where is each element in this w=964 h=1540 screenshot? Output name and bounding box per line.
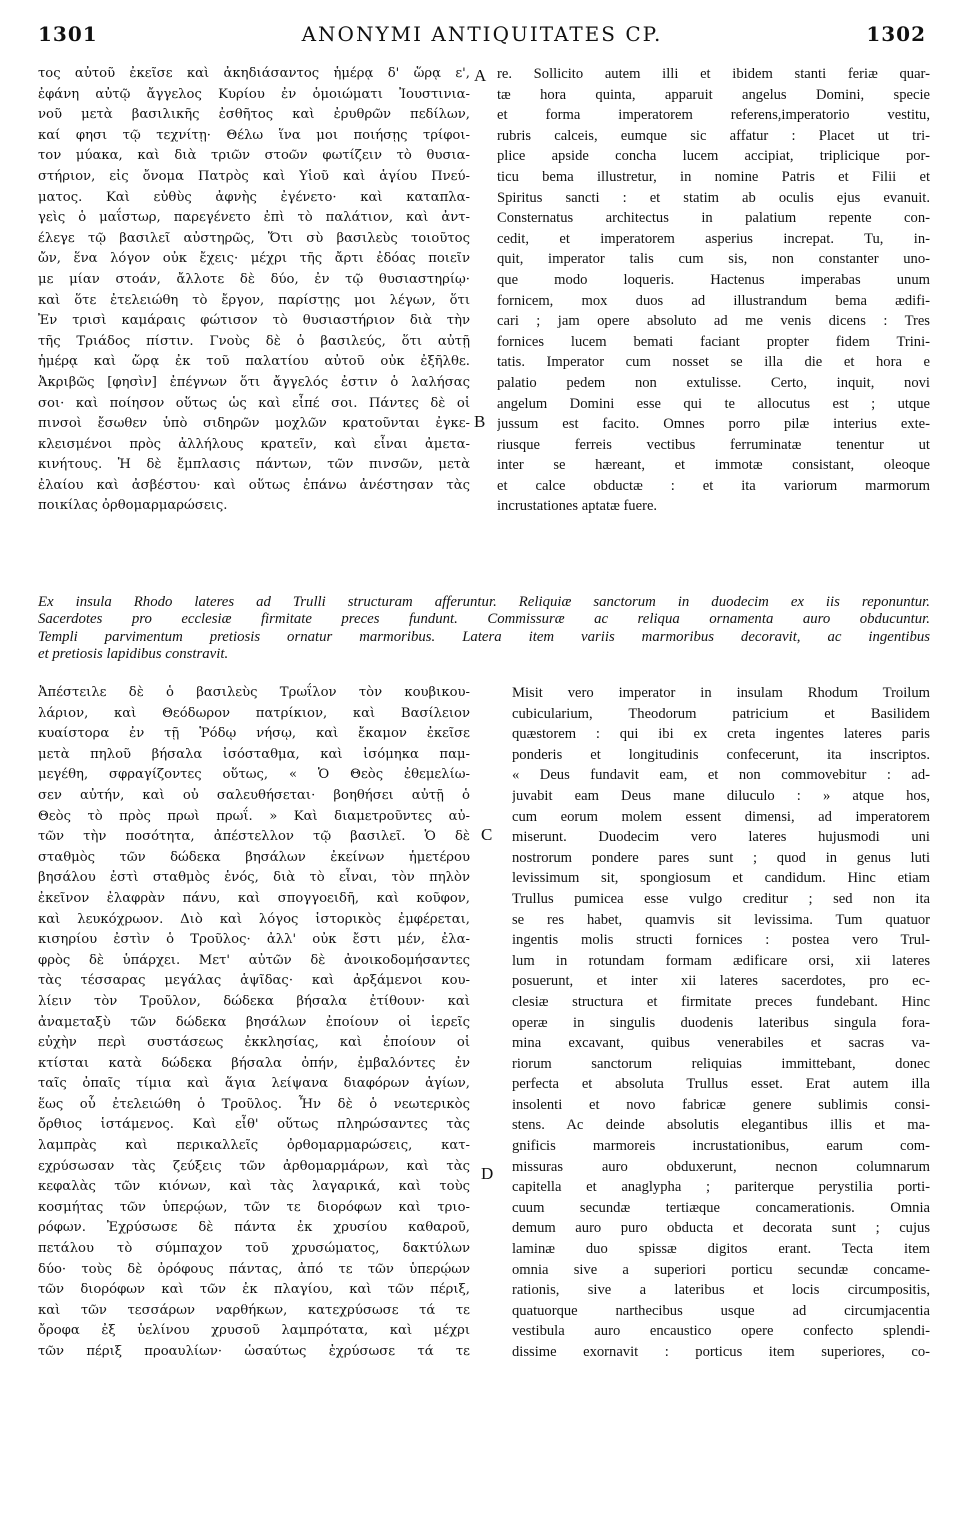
text-line: ἐλαίου καὶ ἀσβέστου· καὶ οὕτως ἐπάνω ἀνέστησαν τὰς — [38, 477, 470, 493]
text-line: τὰς τέσσαρας μεγάλας ἁψῖδας· καὶ ἀρξάμενοι κου- — [38, 973, 470, 989]
text-line: Ex insula Rhodo lateres ad Trulli structuram afferuntur. Reliquiæ sanctorum in duodecim ex iis reponuntur. — [38, 594, 930, 610]
text-line: capitella et anaglypha ; pariterque perystilia porti- — [512, 1179, 930, 1196]
text-line: stens. Ac deinde absolutis elegantibus illis et ma- — [512, 1117, 930, 1134]
page-number-left: 1301 — [38, 22, 98, 46]
text-line: μετὰ πηλοῦ βήσαλα ἰσόσταθμα, καὶ ἰσόμηκα παμ- — [38, 746, 470, 762]
page-number-right: 1302 — [866, 22, 926, 46]
text-line: cedit, et imperatorem asperius increpat. Tu, in- — [497, 230, 930, 247]
text-line: κλεισμένοι πρὸς ἀλλήλους κρατεῖν, καὶ εἶναι ἀμετα- — [38, 436, 470, 452]
text-line: κτίσται κατὰ δώδεκα βήσαλα ὀπήν, ἐμβαλόντες ἐν — [38, 1055, 470, 1071]
text-line: ἡμέρᾳ καὶ ὥρᾳ ἐκ τοῦ παλατίου αὐτοῦ οὐκ ἐξῆλθε. — [38, 354, 470, 370]
text-line: que modo loqueris. Hactenus imperabas unum — [497, 271, 930, 288]
text-line: levissimum sit, spongiosum et candidum. Hinc etiam — [512, 870, 930, 887]
text-line: rationis, sive a lateribus et locis circumpositis, — [512, 1282, 930, 1299]
text-line: εὐχὴν περὶ συστάσεως ἐκκλησίας, καὶ ἐποίουν οἱ — [38, 1035, 470, 1051]
greek-column-top — [38, 64, 470, 517]
text-line: κισηρίου ἐστὶν ὁ Τροῦλος· ἀλλ' οὐκ ἔστι μέν, ἐλα- — [38, 932, 470, 948]
text-line: perfecta et absoluta Trullus esset. Erat autem illa — [512, 1076, 930, 1093]
text-line: εχρύσωσαν τὰς ζεύξεις τῶν ἀρθομαρμάρων, καὶ τὰς — [38, 1158, 470, 1174]
text-line: cuum secundæ tertiæque concamerationis. Omnia — [512, 1199, 930, 1216]
text-line: nostrorum pondere pares sunt ; quod in genus luti — [512, 849, 930, 866]
text-line: insolenti et novo fabricæ genere sublimis consi- — [512, 1096, 930, 1113]
text-line: Templi parvimentum pretiosis ornatur marmoribus. Latera item variis marmoribus decoravit, ac ingentibus — [38, 628, 930, 645]
text-line: ρόφων. Ἐχρύσωσε δὲ πάντα ἐκ χρυσίου καθαροῦ, — [38, 1220, 470, 1236]
text-line: fornicem, mox duos ad illustrandum bema ædifi- — [497, 292, 930, 309]
text-line: quatuorque narthecibus usque ad circumjacentia — [512, 1302, 930, 1319]
section-marker-b: B — [474, 412, 486, 431]
text-line: ἐκεῖνον ἐλαφρὰν πάνυ, καὶ σπογγοειδῆ, καὶ κοῦφον, — [38, 890, 470, 906]
text-line: τῶν τὴν ποσότητα, ἀπέστελλον τῷ βασιλεῖ. Ὁ δὲ — [38, 829, 470, 845]
text-line: missuras auro obduxerunt, necnon columnarum — [512, 1158, 930, 1175]
text-line: καί φησι τῷ τεχνίτῃ· Θέλω ἵνα μοι ποιήσῃς τρίφοι- — [38, 127, 470, 143]
text-line: καὶ τῶν τεσσάρων ναρθήκων, κατεχρύσωσε τά τε — [38, 1302, 470, 1318]
text-line: fornices lucem bemati faciant propter fidem Trini- — [497, 333, 930, 350]
text-line: γεὶς ὁ μαΐστωρ, παρεγένετο ἐπὶ τὸ παλάτιον, καὶ ἀντ- — [38, 210, 470, 226]
text-line: λάριον, καὶ Θεόδωρον πατρίκιον, καὶ Βασίλειον — [38, 705, 470, 721]
section-marker-c: C — [481, 825, 493, 844]
text-line: ἐφάνη αὐτῷ ἄγγελος Κυρίου ἐν ὁμοιώματι Ἰουστινια- — [38, 86, 470, 102]
text-line: ὄρθιος ἱστάμενος. Καὶ εἶθ' οὕτως πληρώσαντες τὰς — [38, 1117, 470, 1133]
text-line: τος αὐτοῦ ἐκεῖσε καὶ ἀκηδιάσαντος ἡμέρᾳ δ' ὥρᾳ ε', — [38, 66, 470, 81]
text-line: dissime exornavit : porticus item superiores, co- — [512, 1344, 930, 1360]
text-line: et calce obductæ : et ita variorum marmorum — [497, 477, 930, 494]
text-line: κινήτους. Ἡ δὲ ἔμπλασις πάντων, τῶν πινσῶν, μετὰ — [38, 457, 470, 473]
text-line: Consternatus architectus in palatium repente con- — [497, 210, 930, 227]
text-line: κοσμήτας τῶν ὑπερῴων, τῶν τε διορόφων καὶ τριο- — [38, 1199, 470, 1215]
text-line: νοῦ μετὰ βασιλικῆς ἐσθῆτος καὶ ἐρυθρῶν πεδίλων, — [38, 107, 470, 123]
text-line: rubris calceis, eumque sic affatur : Placet ut tri- — [497, 127, 930, 144]
text-line: vestibula auro encaustico opere confecto splendi- — [512, 1323, 930, 1340]
text-line: ματος. Καὶ εὐθὺς ἀφνὴς ἐγένετο· καὶ καταπλα- — [38, 189, 470, 205]
text-line: Trullus pumicea esse vulgo creditur ; sed non ita — [512, 890, 930, 907]
latin-column-top — [497, 64, 930, 517]
page-header — [38, 22, 926, 50]
text-line: clesiæ structura et firmitate preces fundebant. Hinc — [512, 993, 930, 1010]
text-line: ποικίλας ὀρθομαρμαρώσεις. — [38, 498, 228, 514]
text-line: σταθμὸς τῶν δώδεκα βησάλων ἐκείνων ἡμετέρου — [38, 849, 470, 865]
text-line: cum eorum molem essent dimensi, ad imperatorem — [512, 808, 930, 825]
text-line: posuerunt, et inter xii lateres sacerdotes, pro ec- — [512, 973, 930, 990]
text-line: ἕως οὗ ἐτελειώθη ὁ Τροῦλος. Ἦν δὲ ὁ νεωτερικὸς — [38, 1096, 470, 1112]
text-line: μεγέθη, σφραγίζοντες οὕτως, « Ὁ Θεὸς ἐθεμελίω- — [38, 767, 470, 783]
running-title: ANONYMI ANTIQUITATES CP. — [301, 22, 663, 46]
text-line: Θεὸς τὸ πρὸς πρωὶ πρωΐ. » Καὶ διαμετροῦντες αὐ- — [38, 808, 470, 824]
text-line: riusque ferreis vectibus ferruminatæ tenentur ut — [497, 436, 930, 453]
text-line: Ἀπέστειλε δὲ ὁ βασιλεὺς Τρωΐλον τὸν κουβικου- — [38, 685, 470, 700]
text-line: quæstorem : qui ibi ex creta ingentes lateres paris — [512, 726, 930, 743]
text-line: laminæ duo spissæ digitos erant. Tecta item — [512, 1241, 930, 1258]
text-line: ingentis molis structi fornices : postea vero Trul- — [512, 932, 930, 949]
text-line: ἀναμεταξὺ τῶν δώδεκα βησάλων ἐποίουν οἱ ἱερεῖς — [38, 1014, 470, 1030]
text-line: ὤν, ἕνα λόγον οὐκ ἔχεις· μέχρι τῆς ἄρτι ἐδόας ποιεῖν — [38, 251, 470, 267]
text-line: « Deus fundavit eam, et non commovebitur : ad- — [512, 767, 930, 784]
text-line: καὶ λευκόχρωον. Διὸ καὶ λόγος ἱστορικὸς ἐμφέρεται, — [38, 911, 470, 927]
text-line: καὶ ὅτε ἐτελειώθη τὸ ἔργον, παρίστῃς μοι λέγων, ὅτι — [38, 292, 470, 308]
text-line: δύο· τοὺς δὲ ὀρόφους πάντας, ἀπό τε τῶν ὑπερῴων — [38, 1261, 470, 1277]
text-line: φρὸς δὲ ὑπάρχει. Μετ' αὐτῶν δὲ ἀνοικοδομήσαντες — [38, 952, 470, 968]
text-line: κυαίστορα ἐν τῇ Ῥόδῳ νήσῳ, καὶ ἔκαμον ἐκεῖσε — [38, 726, 470, 742]
text-line: με μίαν στοάν, ἄλλοτε δὲ δύο, ἐν τῷ θυσιαστηρίῳ· — [38, 271, 470, 287]
text-line: πινσοὶ ἔσωθεν ὑπὸ σιδηρῶν μοχλῶν κρατοῦνται ἐγκε- — [38, 416, 470, 432]
text-line: inter se hæreant, et immotæ consistant, oleoque — [497, 457, 930, 474]
text-line: Ἀκριβῶς [φησὶν] ἐπέγνων ὅτι ἄγγελός ἐστιν ὁ λαλήσας — [38, 374, 470, 390]
text-line: Spiritus sancti : et statim ab oculis ejus evanuit. — [497, 189, 930, 206]
text-line: πετάλου τὸ σύμπαχον τοῦ χρυσώματος, δακτύλων — [38, 1241, 470, 1257]
text-line: cari ; jam opere absoluto ad me venis dicens : Tres — [497, 313, 930, 330]
text-line: σεν αὐτήν, καὶ οὐ σαλευθήσεται· βοηθήσει αὐτῇ ὁ — [38, 787, 470, 803]
latin-column-bottom — [512, 683, 930, 1363]
text-line: Sacerdotes pro ecclesiæ firmitate preces fundunt. Commissuræ ac reliqua ornamenta auro obducuntur. — [38, 611, 930, 628]
section-marker-d: D — [481, 1164, 494, 1183]
text-line: Ἐν τρισὶ καμάραις φώτισον τὸ θυσιαστήριον διὰ τὴν — [38, 313, 470, 329]
text-line: τον μύακα, καὶ διὰ τριῶν στοῶν φωτίζειν τὸ θυσια- — [38, 148, 470, 164]
text-line: lum in rotundam formam ædificare orsi, xii lateres — [512, 952, 930, 969]
text-line: ticu bema illustretur, in nomine Patris et Filii et — [497, 168, 930, 185]
text-line: jussum est facito. Omnes porro pilæ interius exte- — [497, 416, 930, 433]
text-line: palatio pedem non extulisse. Certo, inquit, novi — [497, 374, 930, 391]
text-line: κεφαλὰς τῶν κιόνων, καὶ τὰς λαγαρικά, καὶ τοὺς — [38, 1179, 470, 1195]
text-line: operæ in singulis duodenis lateribus singula fora- — [512, 1014, 930, 1031]
text-line: σοι· καὶ ποίησον οὕτως ὡς καὶ εἶπέ σοι. Πάντες δὲ οἱ — [38, 395, 470, 411]
text-line: se res habet, quamvis sit levissima. Tum quatuor — [512, 911, 930, 928]
text-line: et pretiosis lapidibus constravit. — [38, 646, 229, 663]
text-line: plice apside concha lucem accipiat, triplicique por- — [497, 148, 930, 165]
text-line: tatis. Imperator cum nosset se illa die et hora e — [497, 354, 930, 371]
text-line: βησάλου ἐστὶ σταθμὸς ἑνός, διὰ τὸ εἶναι, τὸν πηλὸν — [38, 870, 470, 886]
text-line: gnificis marmoreis incrustationibus, earum com- — [512, 1138, 930, 1155]
text-line: στήριον, εἰς ὄνομα Πατρὸς καὶ Υἱοῦ καὶ ἁγίου Πνεύ- — [38, 168, 470, 184]
text-line: τῶν πέριξ προαυλίων· ὡσαύτως ἐχρύσωσε τά τε — [38, 1344, 470, 1359]
greek-column-bottom — [38, 683, 470, 1363]
text-line: ταῖς ὀπαῖς τίμια καὶ ἅγια λείψανα διαφόρων ἁγίων, — [38, 1076, 470, 1092]
text-line: λαμπρὰς καὶ περικαλλεῖς ὀρθομαρμαρώσεις, κατ- — [38, 1138, 470, 1154]
text-line: τῶν διορόφων καὶ τῶν ἐκ πλαγίου, καὶ τῶν πέριξ, — [38, 1282, 470, 1298]
text-line: Misit vero imperator in insulam Rhodum Troilum — [512, 685, 930, 701]
text-line: έλεγε τῷ βασιλεῖ αὐστηρῶς, Ὅτι σὺ βασιλεὺς τοιοῦτος — [38, 230, 470, 246]
text-line: demum auro puro obducta et decorata sunt ; cujus — [512, 1220, 930, 1237]
text-line: quit, imperator talis cum sis, non constanter uno- — [497, 251, 930, 268]
text-line: cubicularium, Theodorum patricium et Basilidem — [512, 705, 930, 722]
text-line: et forma imperatorem referens,imperatorio vestitu, — [497, 107, 930, 124]
text-line: ponderis et longitudinis confecerunt, ita inscriptos. — [512, 746, 930, 763]
text-line: riorum sanctorum reliquias immittebant, donec — [512, 1055, 930, 1072]
text-line: angelum Domini esse qui te allocutus est ; utque — [497, 395, 930, 412]
section-marker-a: A — [474, 66, 487, 85]
text-line: mina excavant, quibus venerabiles et sacras va- — [512, 1035, 930, 1052]
text-line: omnia sive a superiori porticu secundæ concame- — [512, 1261, 930, 1278]
text-line: ὄροφα ἐξ ὑελίνου χρυσοῦ λαμπρότατα, καὶ μέχρι — [38, 1323, 470, 1339]
text-line: tæ hora quinta, apparuit angelus Domini, specie — [497, 86, 930, 103]
chapter-summary — [38, 594, 930, 664]
text-line: λίειν τὸν Τροῦλον, δώδεκα βήσαλα ἐτίθουν· καὶ — [38, 993, 470, 1009]
text-line: τῆς Τριάδος πίστιν. Γνοὺς δὲ ὁ βασιλεύς, ὅτι αὐτῇ — [38, 333, 470, 349]
text-line: juvabit eam Deus mane diluculo : » atque hos, — [512, 787, 930, 804]
text-line: re. Sollicito autem illi et ibidem stanti feriæ quar- — [497, 66, 930, 82]
text-line: miserunt. Duodecim vero lateres hujusmodi uni — [512, 829, 930, 846]
text-line: incrustationes aptatæ fuere. — [497, 498, 658, 515]
